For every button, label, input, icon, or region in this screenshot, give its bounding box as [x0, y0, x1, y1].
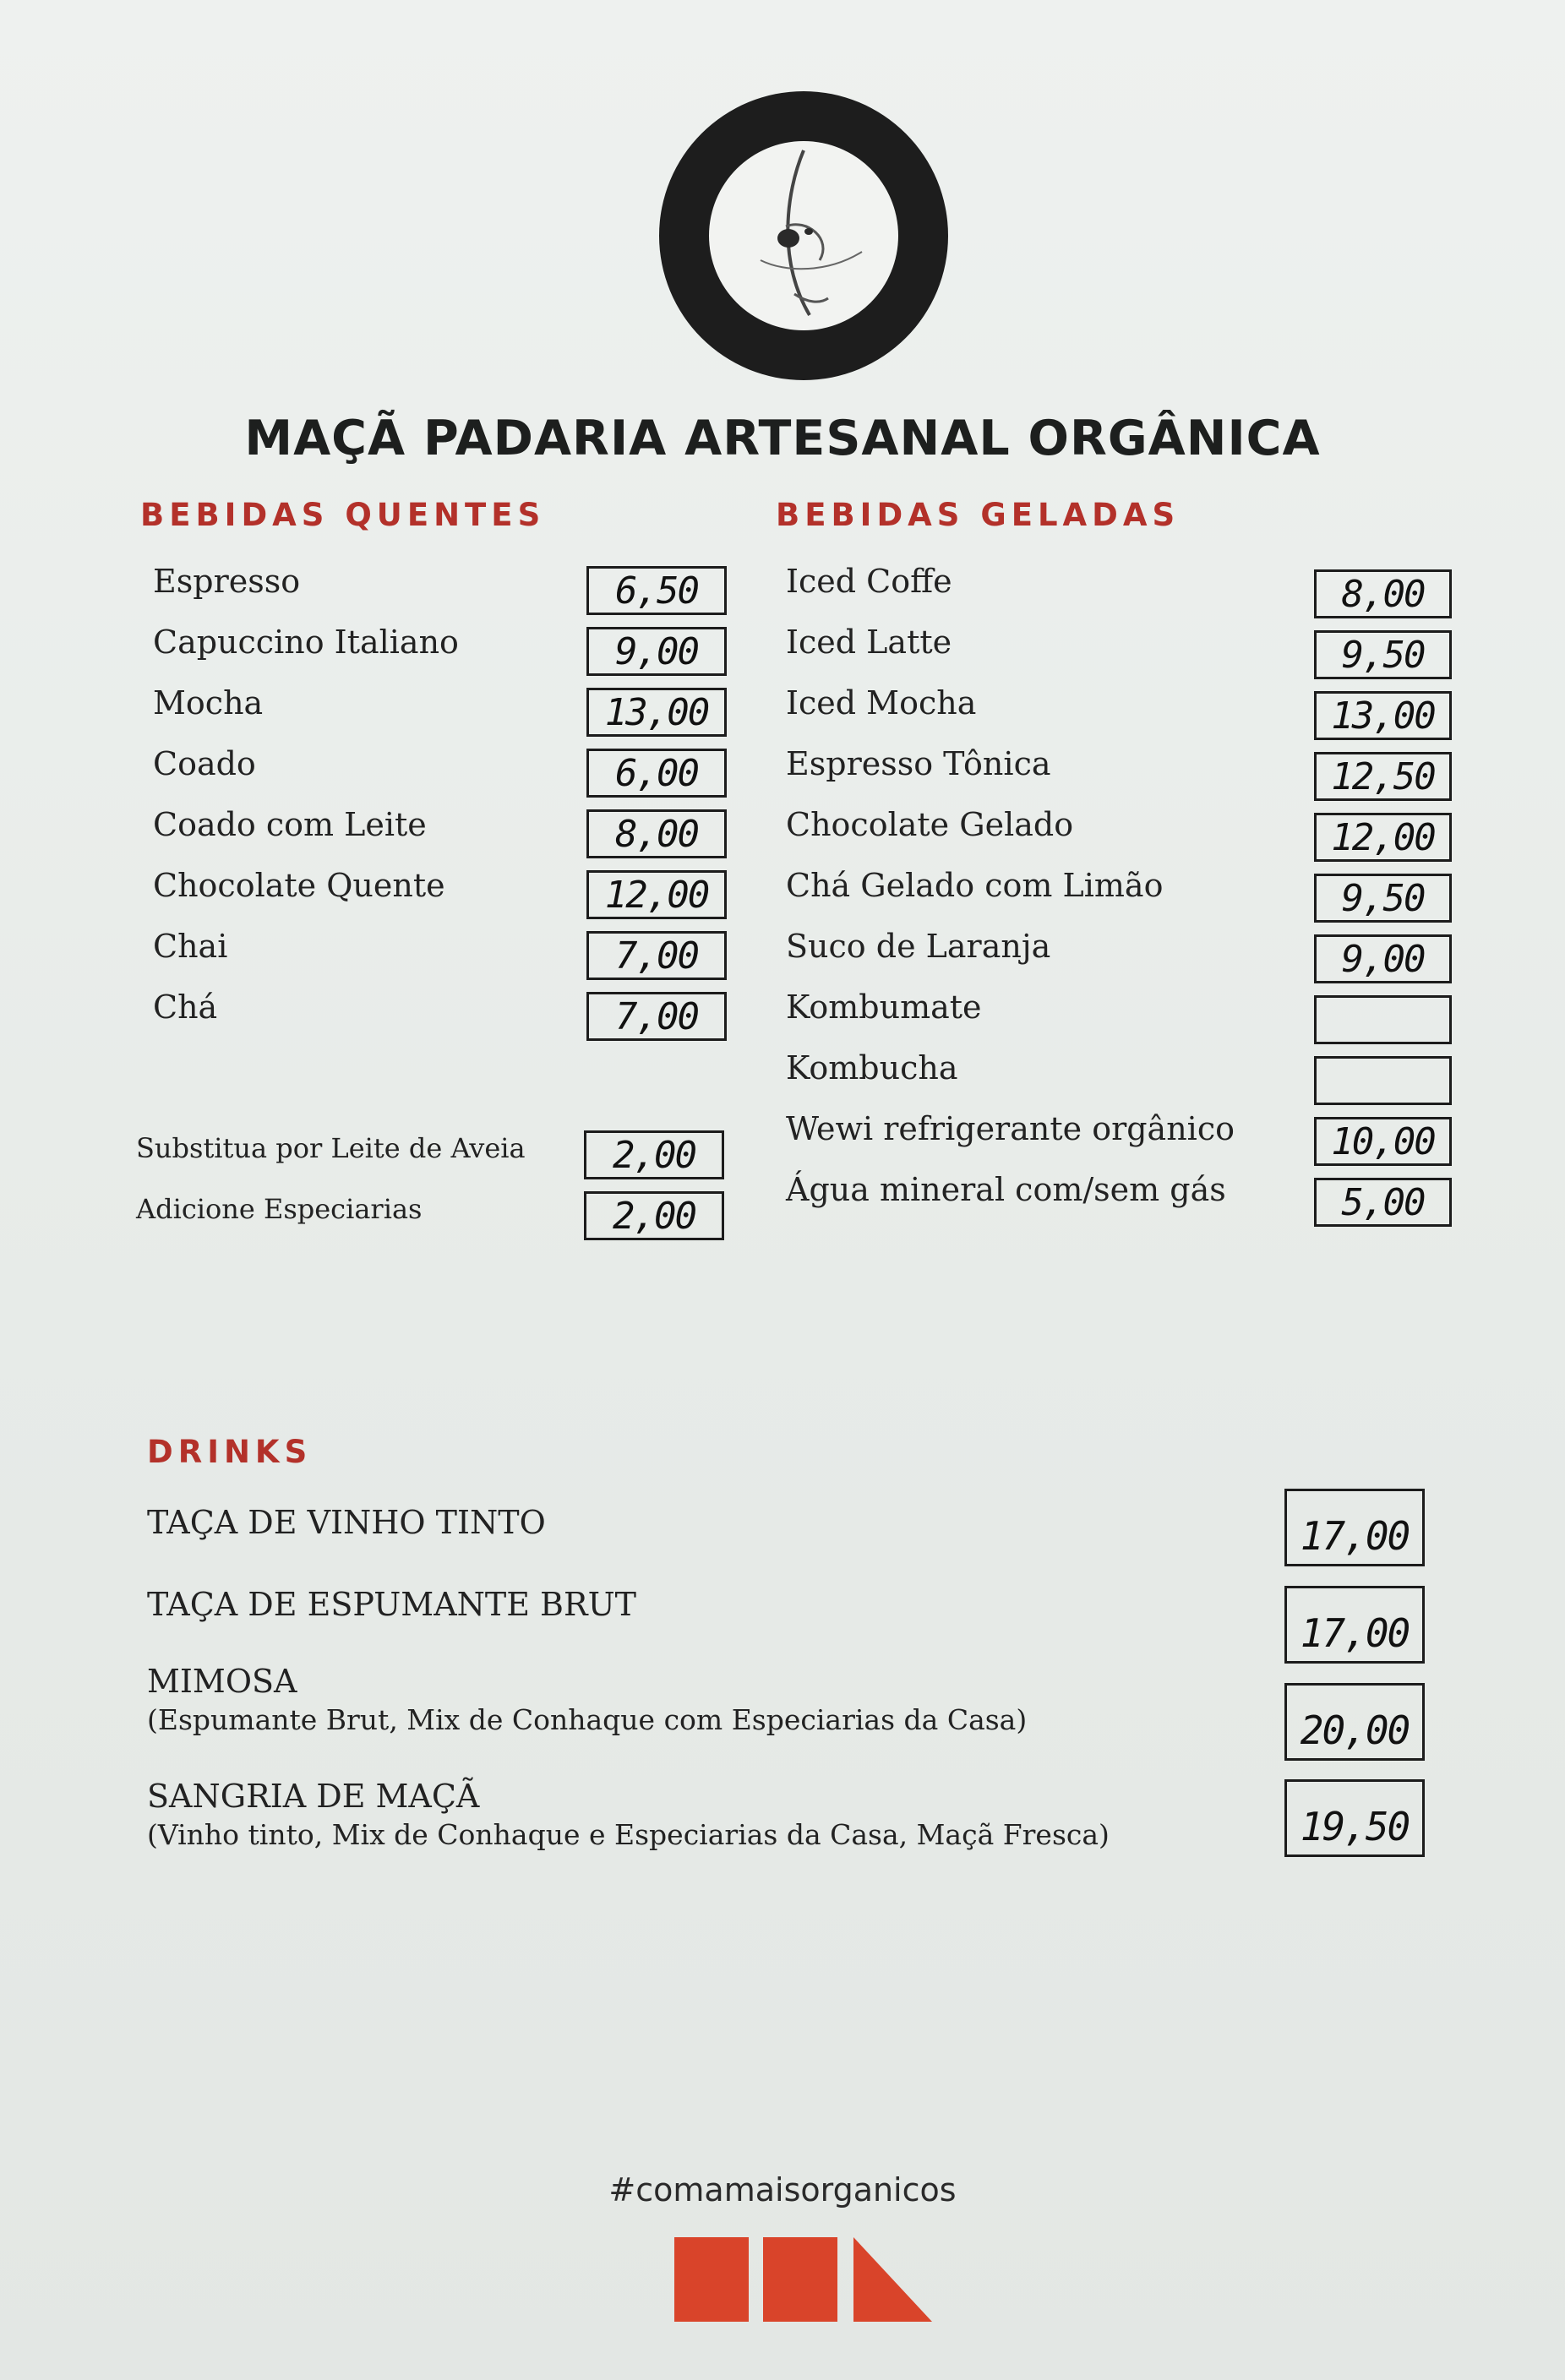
item-name: Chá Gelado com Limão: [786, 867, 1164, 904]
price-box: 5,00: [1314, 1178, 1452, 1227]
extra-row: [136, 1185, 728, 1238]
price-box: 13,00: [1314, 691, 1452, 740]
price-box: 20,00: [1284, 1683, 1425, 1761]
extra-name: Adicione Especiarias: [136, 1193, 423, 1225]
item-name: Água mineral com/sem gás: [786, 1171, 1226, 1208]
drinks-heading: DRINKS: [147, 1434, 313, 1470]
item-name: Kombucha: [786, 1049, 958, 1087]
price-box: 9,00: [586, 627, 727, 676]
cold-drink-row: [786, 985, 1453, 1036]
item-name: Iced Latte: [786, 624, 952, 661]
cold-drink-row: [786, 924, 1453, 981]
hot-drink-row: [153, 681, 728, 732]
cold-drink-row: [786, 803, 1453, 859]
drink-row: [147, 1663, 1431, 1753]
page-title: MAÇÃ PADARIA ARTESANAL ORGÂNICA: [244, 411, 1321, 466]
brand-blocks-icon: [674, 2237, 932, 2322]
price-box: 6,00: [586, 749, 727, 798]
price-box: 6,50: [586, 566, 727, 615]
price-box: 7,00: [586, 992, 727, 1041]
hot-drinks-heading: BEBIDAS QUENTES: [140, 497, 546, 533]
item-name: TAÇA DE VINHO TINTO: [147, 1504, 546, 1541]
price-box: 19,50: [1284, 1779, 1425, 1857]
item-name: Mocha: [153, 684, 264, 722]
cold-drink-row: [786, 559, 1453, 616]
hot-drink-row: [153, 863, 728, 917]
item-name: Iced Coffe: [786, 563, 952, 600]
item-description: (Espumante Brut, Mix de Conhaque com Especiarias da Casa): [147, 1703, 1028, 1736]
item-name: Chocolate Gelado: [786, 806, 1074, 843]
price-box: 17,00: [1284, 1586, 1425, 1664]
drink-row: [147, 1504, 1431, 1588]
apple-logo-icon: [659, 91, 948, 380]
price-box: 12,00: [1314, 813, 1452, 862]
drink-row: [147, 1586, 1431, 1670]
cold-drinks-heading: BEBIDAS GELADAS: [776, 497, 1181, 533]
price-box: [1314, 995, 1452, 1044]
item-name: TAÇA DE ESPUMANTE BRUT: [147, 1586, 636, 1623]
price-box: 9,50: [1314, 630, 1452, 679]
cold-drink-row: [786, 620, 1453, 677]
cold-drink-row: [786, 1107, 1453, 1163]
item-name: Coado com Leite: [153, 806, 427, 843]
cold-drink-row: [786, 1046, 1453, 1097]
drink-row: [147, 1778, 1431, 1862]
item-name: Chocolate Quente: [153, 867, 445, 904]
item-name: Wewi refrigerante orgânico: [786, 1110, 1235, 1147]
price-box: 9,50: [1314, 874, 1452, 923]
item-name: Chá: [153, 988, 218, 1026]
item-name: Kombumate: [786, 988, 982, 1026]
item-name: Chai: [153, 928, 228, 965]
cold-drink-row: [786, 742, 1453, 798]
price-box: 10,00: [1314, 1117, 1452, 1166]
item-name: Capuccino Italiano: [153, 624, 459, 661]
extra-name: Substitua por Leite de Aveia: [136, 1132, 526, 1164]
hot-drink-row: [153, 559, 728, 613]
item-name: Coado: [153, 745, 256, 782]
item-name: MIMOSA: [147, 1663, 297, 1700]
price-box: 2,00: [584, 1130, 724, 1179]
price-box: 2,00: [584, 1191, 724, 1240]
price-box: 12,00: [586, 870, 727, 919]
price-box: 7,00: [586, 931, 727, 980]
price-box: 13,00: [586, 688, 727, 737]
hashtag-text: #comamaisorganicos: [608, 2171, 957, 2208]
extra-row: [136, 1124, 728, 1177]
item-name: Espresso Tônica: [786, 745, 1051, 782]
hot-drink-row: [153, 803, 728, 856]
hot-drink-row: [153, 924, 728, 978]
price-box: 9,00: [1314, 934, 1452, 983]
item-name: Suco de Laranja: [786, 928, 1051, 965]
price-box: 12,50: [1314, 752, 1452, 801]
price-box: [1314, 1056, 1452, 1105]
cold-drink-row: [786, 863, 1453, 920]
item-name: Iced Mocha: [786, 684, 977, 722]
hot-drink-row: [153, 742, 728, 795]
item-name: SANGRIA DE MAÇÃ: [147, 1778, 480, 1815]
price-box: 17,00: [1284, 1489, 1425, 1566]
hot-drink-row: [153, 620, 728, 671]
cold-drink-row: [786, 1168, 1453, 1224]
item-description: (Vinho tinto, Mix de Conhaque e Especiarias da Casa, Maçã Fresca): [147, 1818, 1110, 1851]
price-box: 8,00: [1314, 569, 1452, 618]
hot-drink-row: [153, 985, 728, 1036]
price-box: 8,00: [586, 809, 727, 858]
item-name: Espresso: [153, 563, 301, 600]
cold-drink-row: [786, 681, 1453, 738]
